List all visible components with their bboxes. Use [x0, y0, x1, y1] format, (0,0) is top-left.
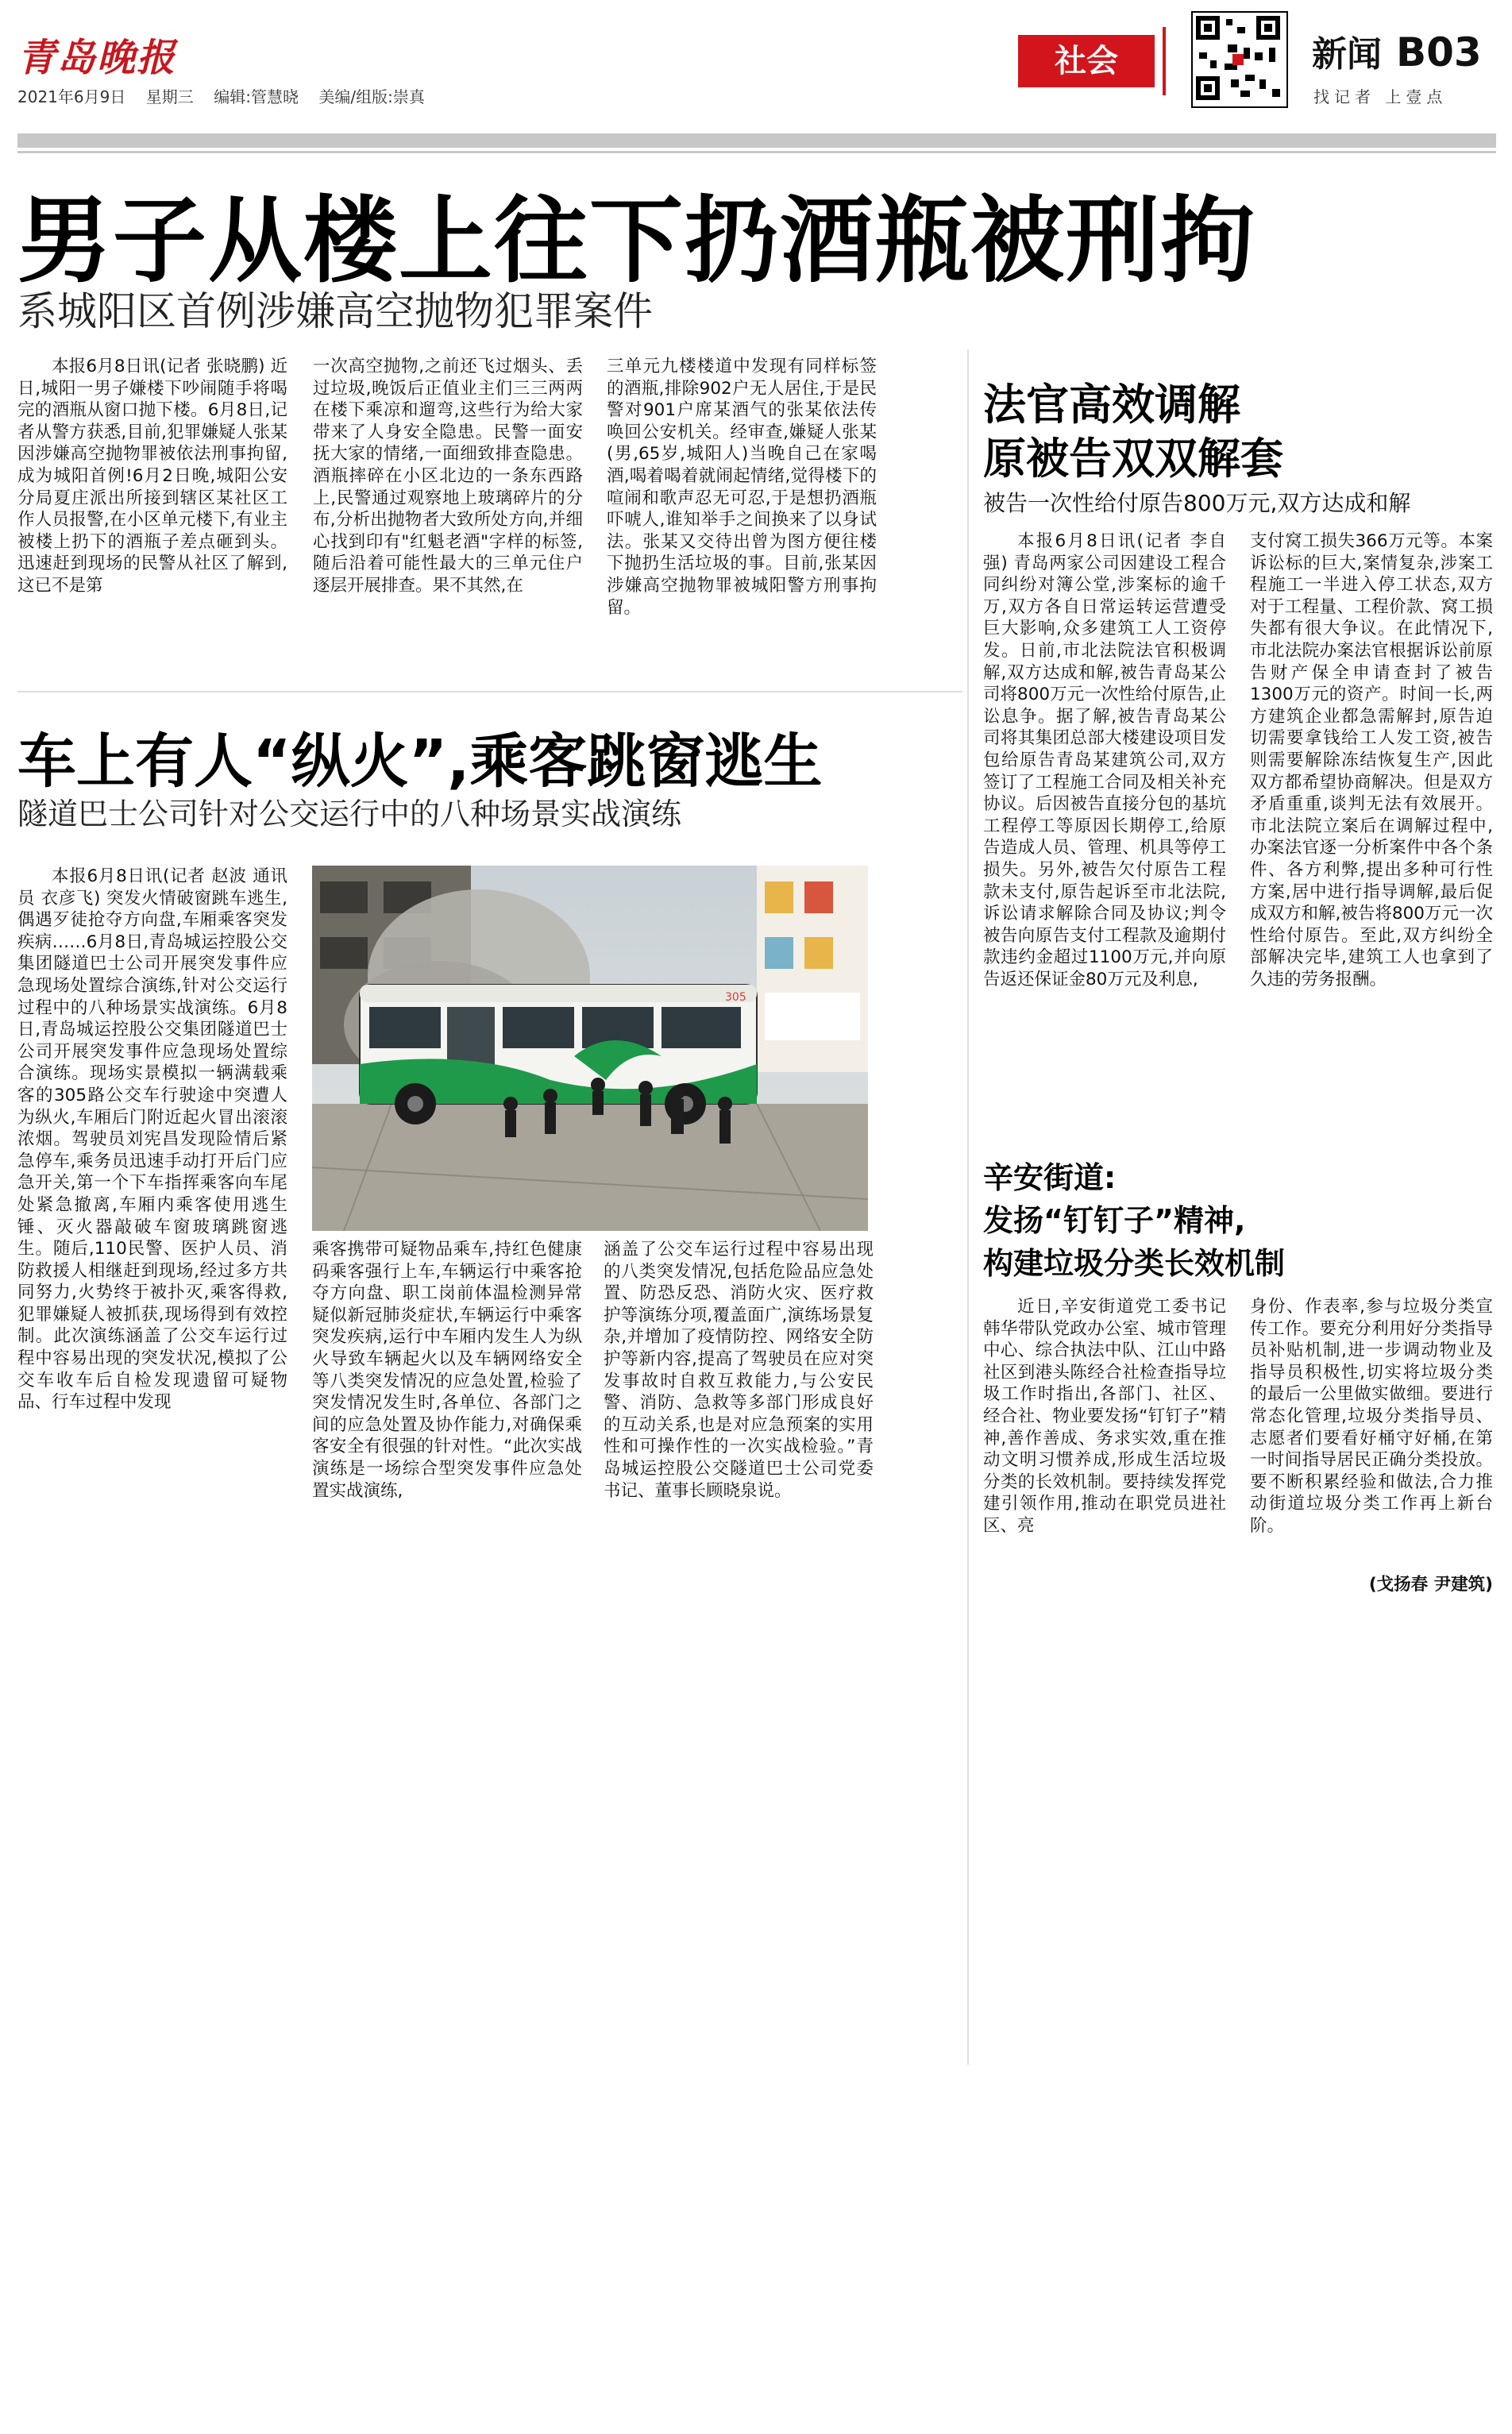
header-rule [17, 133, 1496, 148]
header-slogan: 找记者 上壹点 [1313, 87, 1448, 106]
article3-title [983, 378, 1283, 486]
bus-route-number: 305 [725, 991, 746, 1004]
column-separator [967, 349, 969, 2065]
article3-title-line1: 法官高效调解 [983, 380, 1240, 430]
article3-title-line2: 原被告双双解套 [983, 434, 1283, 484]
bus-drill-illustration [312, 866, 868, 1231]
article4-col1-text: 近日,辛安街道党工委书记韩华带队党政办公室、城市管理中心、综合执法中队、江山中路社区到港头陈经合社检查指导垃圾工作时指出,各部门、社区、经合社、物业要发扬“钉钉子”精神,善作善成、务求实效,重在推动文明习惯养成,形成生活垃圾分类的长效机制。要持续发挥党建引领作用,推动在职党员进社区、亮 [983, 1297, 1226, 1536]
page-number: B03 [1396, 29, 1482, 75]
article1-subtitle: 系城阳区首例涉嫌高空抛物犯罪案件 [17, 288, 653, 334]
article3-column-2 [1250, 530, 1493, 1118]
article1-col2-text: 一次高空抛物,之前还飞过烟头、丢过垃圾,晚饭后正值业主们三三两两在楼下乘凉和遛弯,这些行为给大家带来了人身安全隐患。民警一面安抚大家的情绪,一面细致排查隐患。酒瓶摔碎在小区北边的一条东西路上,民警通过观察地上玻璃碎片的分布,分析出抛物者大致所处方向,并细心找到印有"红魁老酒"字样的标签,随后沿着可能性最大的三单元住户逐层开展排查。果不其然,在 [313, 357, 583, 596]
article1-column-2 [313, 356, 583, 651]
article4-byline: (戈扬春 尹建筑) [1368, 1575, 1493, 1595]
article3-column-1 [983, 530, 1226, 1118]
article2-column-3 [604, 1239, 874, 1834]
article2-column-2 [312, 1239, 582, 1834]
article2-column-1 [17, 866, 287, 1834]
masthead-logo: 青岛晚报 [17, 36, 177, 80]
section-tag-label: 社会 [1055, 43, 1118, 79]
designer-credit: 美编/组版:崇真 [318, 87, 425, 106]
article4-column-2 [1250, 1296, 1493, 1574]
qr-code-icon [1191, 11, 1288, 108]
article1-column-1 [17, 356, 287, 651]
page-label [1312, 25, 1482, 76]
article4-column-1 [983, 1296, 1226, 1598]
article4-title-line2: 发扬“钉钉子”精神, [983, 1203, 1246, 1238]
article-divider [17, 691, 962, 692]
article4-title-line1: 辛安街道: [983, 1160, 1117, 1195]
page-section-label: 新闻 [1312, 34, 1382, 75]
article3-col2-text: 支付窝工损失366万元等。本案诉讼标的巨大,案情复杂,涉案工程施工一半进入停工状态,双方对于工程量、工程价款、窝工损失都有很大争议。在此情况下,市北法院办案法官根据诉讼前原告财产保全申请查封了被告1300万元的资产。时间一长,两方建筑企业都急需解封,原告迫切需要拿钱给工人发工资,被告则需要解除冻结恢复生产,因此双方都希望协商解决。但是双方矛盾重重,谈判无法有效展开。市北法院立案后在调解过程中,办案法官逐一分析案件中各个条件、各方利弊,提出多种可行性方案,居中进行指导调解,最后促成双方和解,被告将800万元一次性给付原告。至此,双方纠纷全部解决完毕,建筑工人也拿到了久违的劳务报酬。 [1250, 531, 1493, 989]
article1-column-3 [607, 356, 877, 651]
section-tag [1018, 35, 1155, 87]
header-rule-thin [17, 151, 1496, 153]
article2-subtitle: 隧道巴士公司针对公交运行中的八种场景实战演练 [17, 797, 682, 831]
issue-date: 2021年6月9日 [17, 87, 126, 106]
article1-col1-text: 本报6月8日讯(记者 张晓鹏) 近日,城阳一男子嫌楼下吵闹随手将喝完的酒瓶从窗口抛下楼。6月8日,记者从警方获悉,目前,犯罪嫌疑人张某因涉嫌高空抛物罪被依法刑事拘留,成为城阳首例!6月2日晚,城阳公安分局夏庄派出所接到辖区某社区工作人员报警,在小区单元楼下,有业主被楼上扔下的酒瓶子差点砸到头。迅速赶到现场的民警从社区了解到,这已不是第 [17, 357, 287, 596]
article4-title-line3: 构建垃圾分类长效机制 [983, 1246, 1286, 1281]
article3-col1-text: 本报6月8日讯(记者 李自强) 青岛两家公司因建设工程合同纠纷对簿公堂,涉案标的逾千万,双方各自日常运转运营遭受巨大影响,众多建筑工人工资停发。日前,市北法院法官积极调解,双方达成和解,被告青岛某公司将800万元一次性给付原告,止讼息争。据了解,被告青岛某公司将其集团总部大楼建设项目发包给原告青岛某建筑公司,双方签订了工程施工合同及相关补充协议。后因被告直接分包的基坑工程停工等原因长期停工,给原告造成人员、管理、机具等停工损失。另外,被告欠付原告工程款未支付,原告起诉至市北法院,诉讼请求解除合同及协议;判令被告向原告支付工程款及逾期付款违约金超过1100万元,并向原告返还保证金80万元及利息, [983, 531, 1226, 989]
article4-title [983, 1156, 1285, 1285]
section-tag-decoration [1151, 27, 1166, 95]
article2-col3-text: 涵盖了公交车运行过程中容易出现的八类突发情况,包括危险品应急处置、防恐反恐、消防火灾、医疗救护等演练分项,覆盖面广,演练场景复杂,并增加了疫情防控、网络安全防护等新内容,提高了驾驶员在应对突发事故时自救互救能力,与公安民警、消防、急救等多部门形成良好的互动关系,也是对应急预案的实用性和可操作性的一次实战检验。”青岛城运控股公交隧道巴士公司党委书记、董事长顾晓泉说。 [604, 1240, 874, 1501]
article1-title: 男子从楼上往下扔酒瓶被刑拘 [17, 186, 1257, 295]
dateline [17, 84, 425, 107]
article1-col3-text: 三单元九楼楼道中发现有同样标签的酒瓶,排除902户无人居住,于是民警对901户席某酒气的张某依法传唤回公安机关。经审查,嫌疑人张某(男,65岁,城阳人)当晚自己在家喝酒,喝着喝着就闹起情绪,觉得楼下的喧闹和歌声忍无可忍,于是想扔酒瓶吓唬人,谁知举手之间换来了以身试法。张某又交待出曾为图方便往楼下抛扔生活垃圾的事。目前,张某因涉嫌高空抛物罪被城阳警方刑事拘留。 [607, 357, 877, 618]
issue-weekday: 星期三 [145, 87, 194, 106]
article4-col2-text: 身份、作表率,参与垃圾分类宣传工作。要充分利用好分类指导员补贴机制,进一步调动物业及指导员积极性,切实将垃圾分类的最后一公里做实做细。要进行常态化管理,垃圾分类指导员、志愿者们要看好桶守好桶,在第一时间指导居民正确分类投放。要不断积累经验和做法,合力推动街道垃圾分类工作再上新台阶。 [1250, 1297, 1493, 1536]
article2-title: 车上有人“纵火”,乘客跳窗逃生 [17, 727, 823, 796]
article2-col2-text: 乘客携带可疑物品乘车,持红色健康码乘客强行上车,车辆运行中乘客抢夺方向盘、职工岗前体温检测异常疑似新冠肺炎症状,车辆运行中乘客突发疾病,运行中车厢内发生人为纵火导致车辆起火以及车辆网络安全等八类突发情况的应急处置,检验了突发情况发生时,各单位、各部门之间的应急处置及协作能力,对确保乘客安全有很强的针对性。“此次实战演练是一场综合型突发事件应急处置实战演练, [312, 1240, 582, 1501]
article2-col1-text: 本报6月8日讯(记者 赵波 通讯员 衣彦飞) 突发火情破窗跳车逃生,偶遇歹徒抢夺方向盘,车厢乘客突发疾病……6月8日,青岛城运控股公交集团隧道巴士公司开展突发事件应急现场处置综合演练,针对公交运行过程中的八种场景实战演练。6月8日,青岛城运控股公交集团隧道巴士公司开展突发事件应急现场处置综合演练。现场实景模拟一辆满载乘客的305路公交车行驶途中突遭人为纵火,车厢后门附近起火冒出滚滚浓烟。驾驶员刘宪昌发现险情后紧急停车,乘务员迅速手动打开后门应急开关,第一个下车指挥乘客向车尾处紧急撤离,车厢内乘客使用逃生锤、灭火器敲破车窗玻璃跳窗逃生。随后,110民警、医护人员、消防救援人相继赶到现场,经过多方共同努力,火势终于被扑灭,乘客得救,犯罪嫌疑人被抓获,现场得到有效控制。此次演练涵盖了公交车运行过程中容易出现的突发状况,模拟了公交车收车后自检发现遗留可疑物品、行车过程中发现 [17, 866, 287, 1413]
bus-drill-photo [312, 866, 868, 1231]
bus-icon [360, 985, 757, 1124]
article3-subtitle: 被告一次性给付原告800万元,双方达成和解 [983, 490, 1411, 516]
editor-credit: 编辑:管慧晓 [214, 87, 299, 106]
